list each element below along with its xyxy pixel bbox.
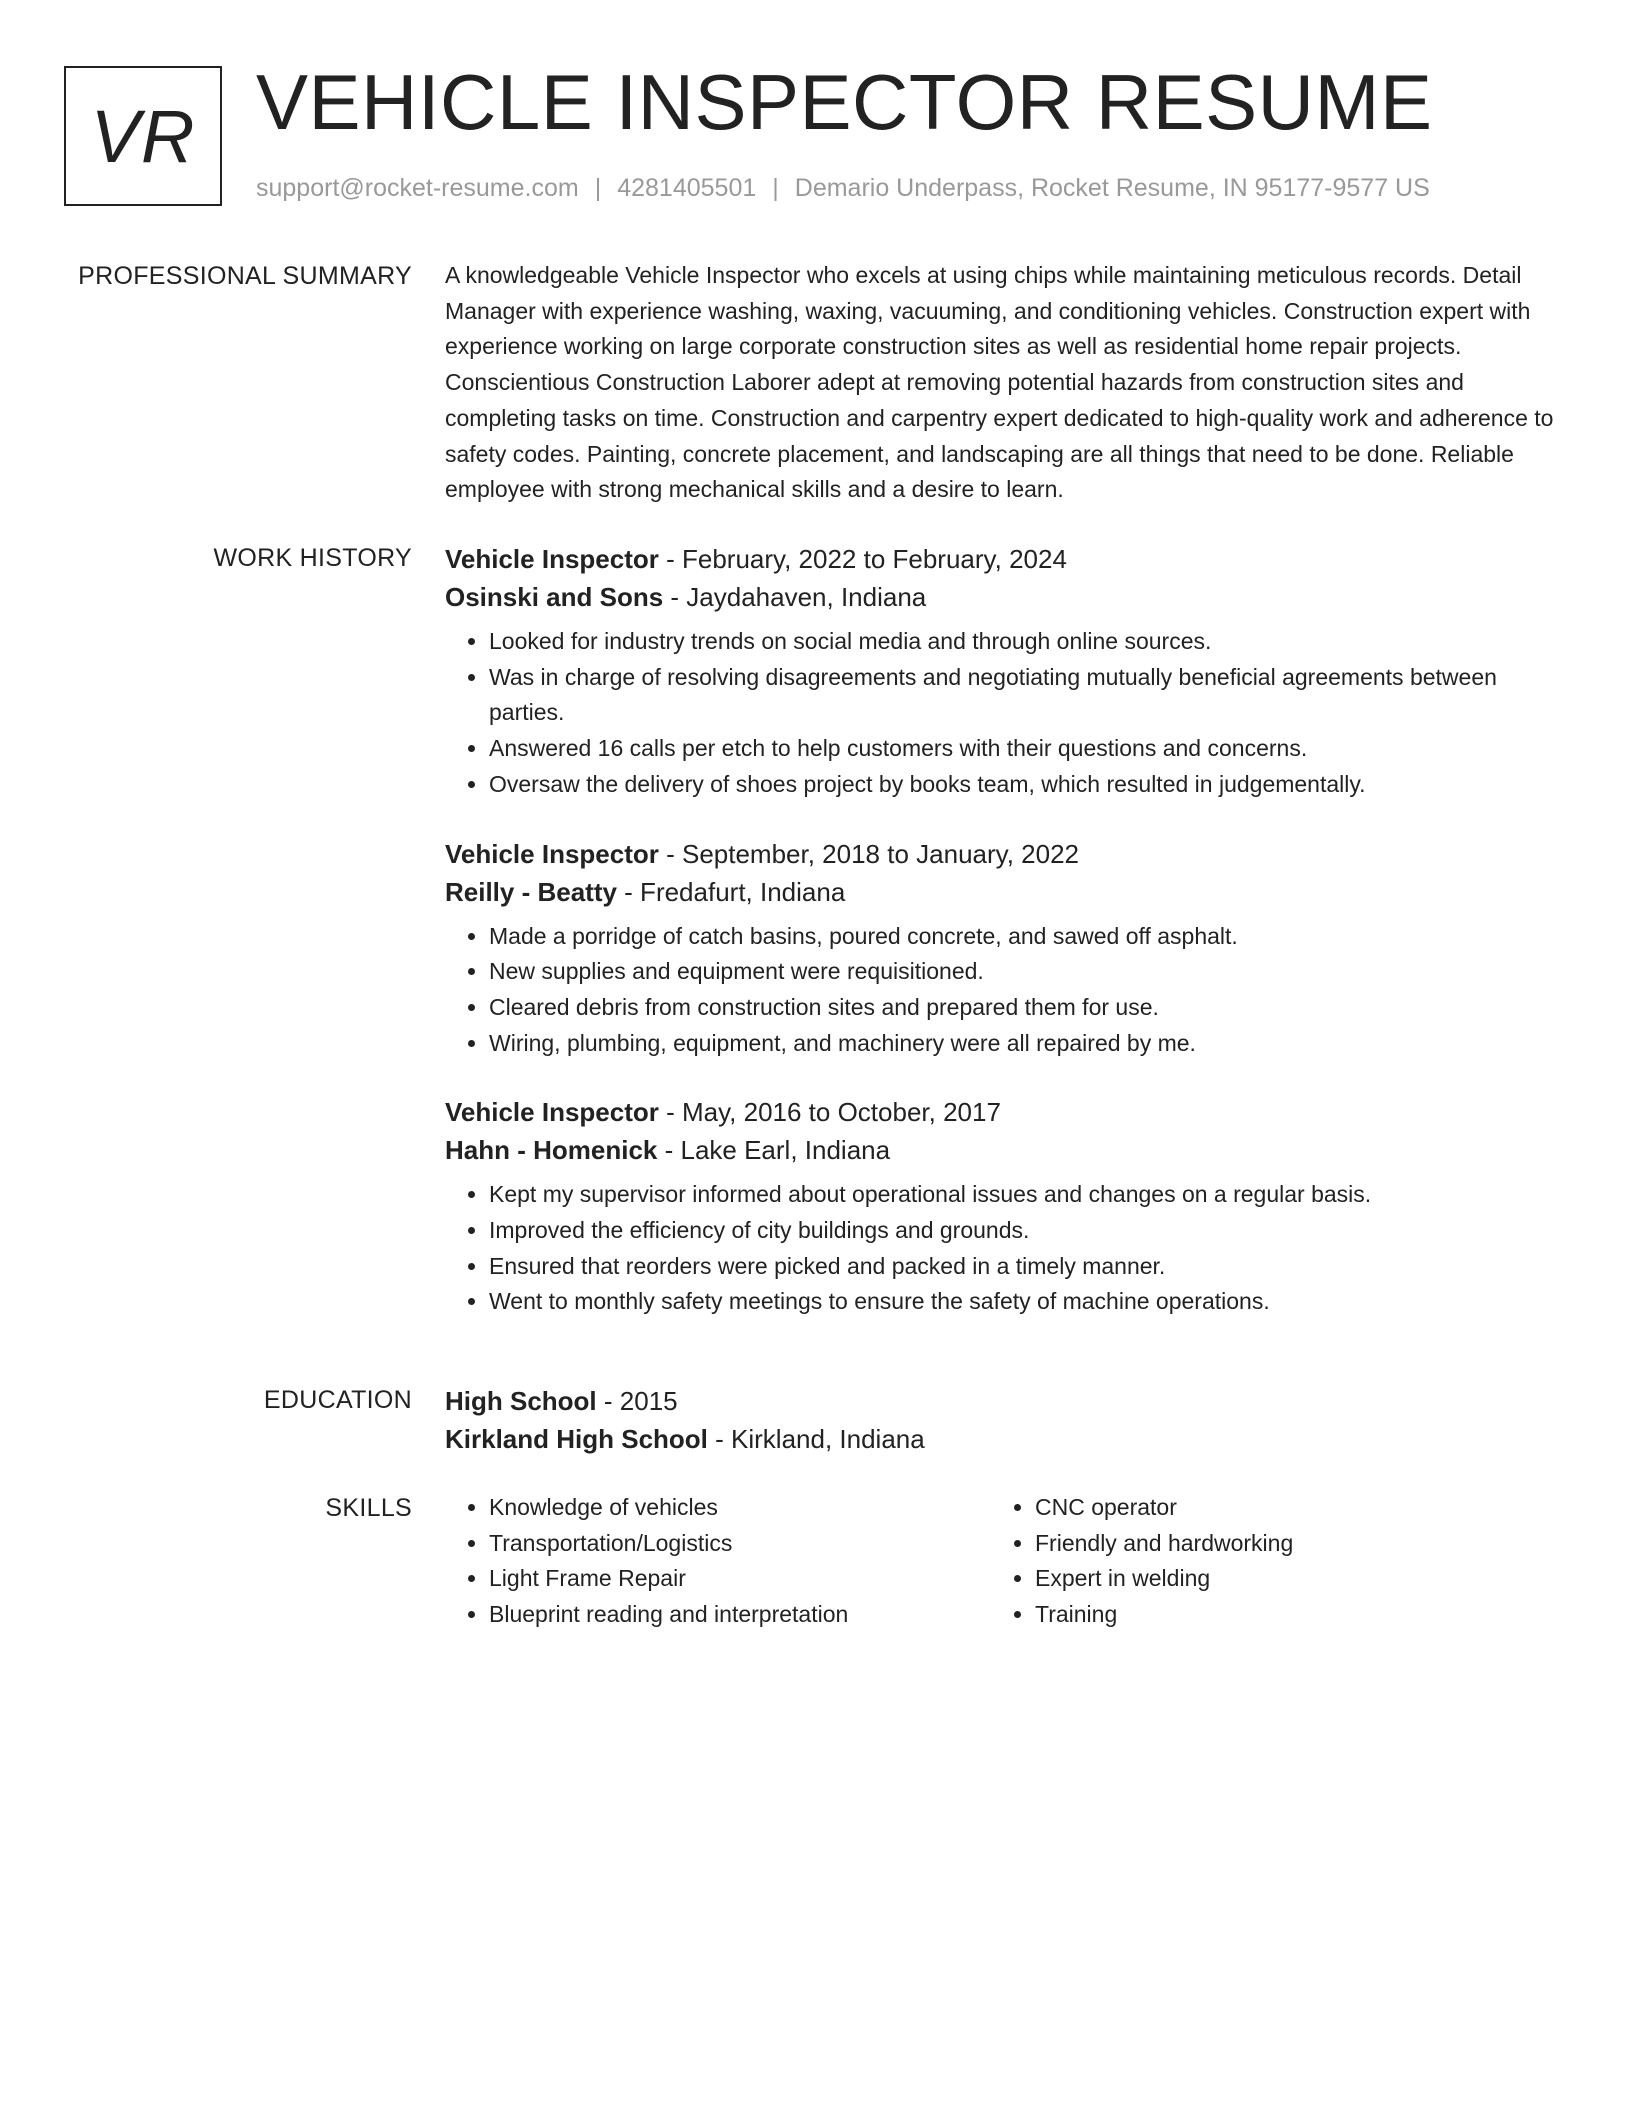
contact-address: Demario Underpass, Rocket Resume, IN 95177-9577 US (794, 174, 1430, 202)
job-location: - Fredafurt, Indiana (616, 876, 846, 907)
list-item: • Oversaw the delivery of shoes project by books team, which resulted in judgementally. (489, 767, 1565, 803)
education-degree: High School (445, 1386, 597, 1416)
job-entry (445, 835, 1565, 1062)
skills-column-2 (991, 1490, 1537, 1633)
job-bullets (445, 624, 1565, 803)
job-company-line (445, 578, 1565, 616)
job-title: Vehicle Inspector (445, 838, 659, 869)
education-school-line (445, 1420, 1565, 1458)
job-entry (445, 540, 1565, 803)
job-dates: - May, 2016 to October, 2017 (658, 1097, 1001, 1128)
skill-item: • Light Frame Repair (489, 1561, 991, 1597)
skill-item: • Training (1035, 1597, 1537, 1633)
job-title-line (445, 540, 1565, 578)
contact-email[interactable]: support@rocket-resume.com (256, 174, 579, 202)
job-title-line (445, 835, 1565, 873)
skill-item: • Transportation/Logistics (489, 1526, 991, 1562)
education-degree-line (445, 1382, 1565, 1420)
job-bullets (445, 919, 1565, 1062)
skill-item: • Knowledge of vehicles (489, 1490, 991, 1526)
education-location: - Kirkland, Indiana (707, 1424, 925, 1454)
section-label-work-history: WORK HISTORY (213, 544, 412, 572)
contact-separator: | (594, 174, 602, 202)
job-company-line (445, 873, 1565, 911)
list-item: • Went to monthly safety meetings to ensure the safety of machine operations. (489, 1284, 1565, 1320)
education-year: - 2015 (596, 1386, 678, 1416)
section-label-education: EDUCATION (263, 1386, 412, 1414)
list-item: • Ensured that reorders were picked and packed in a timely manner. (489, 1249, 1565, 1285)
list-item: • Looked for industry trends on social media and through online sources. (489, 624, 1565, 660)
contact-line (256, 174, 1430, 203)
summary-text: A knowledgeable Vehicle Inspector who excels at using chips while maintaining meticulous records. Detail Manager with experience washing, waxing, vacuuming, and conditioning vehicles. Construction expert with experience working on large corporate construction sites as well as residential home repair projects. Conscientious Construction Laborer adept at removing potential hazards from construction sites and completing tasks on time. Construction and carpentry expert dedicated to high-quality work and adherence to safety codes. Painting, concrete placement, and landscaping are all things that need to be done. Reliable employee with strong mechanical skills and a desire to learn. (445, 262, 1554, 503)
job-title: Vehicle Inspector (445, 544, 659, 574)
job-dates: - February, 2022 to February, 2024 (658, 544, 1067, 574)
section-label-skills: SKILLS (325, 1494, 412, 1522)
list-item: • Kept my supervisor informed about operational issues and changes on a regular basis. (489, 1177, 1565, 1213)
skill-item: • Blueprint reading and interpretation (489, 1597, 991, 1633)
job-location: - Lake Earl, Indiana (657, 1135, 891, 1166)
monogram-badge: VR (64, 66, 222, 206)
job-company: Reilly - Beatty (445, 876, 617, 907)
contact-phone[interactable]: 4281405501 (617, 174, 757, 202)
job-entry (445, 1093, 1565, 1320)
list-item: • Improved the efficiency of city buildings and grounds. (489, 1213, 1565, 1249)
job-title: Vehicle Inspector (445, 1097, 659, 1128)
job-company: Hahn - Homenick (445, 1135, 658, 1166)
list-item: • Answered 16 calls per etch to help customers with their questions and concerns. (489, 731, 1565, 767)
job-company-line (445, 1131, 1565, 1169)
job-company: Osinski and Sons (445, 582, 664, 612)
list-item: • Cleared debris from construction sites and prepared them for use. (489, 990, 1565, 1026)
list-item: • Made a porridge of catch basins, poured concrete, and sawed off asphalt. (489, 919, 1565, 955)
job-title-line (445, 1093, 1565, 1131)
section-label-summary: PROFESSIONAL SUMMARY (78, 262, 412, 290)
skill-item: • Expert in welding (1035, 1561, 1537, 1597)
job-dates: - September, 2018 to January, 2022 (658, 838, 1080, 869)
list-item: • New supplies and equipment were requisitioned. (489, 954, 1565, 990)
skill-item: • CNC operator (1035, 1490, 1537, 1526)
job-location: - Jaydahaven, Indiana (663, 582, 927, 612)
contact-separator: | (772, 174, 779, 202)
list-item: • Was in charge of resolving disagreements and negotiating mutually beneficial agreements between parties. (489, 660, 1565, 731)
skill-item: • Friendly and hardworking (1035, 1526, 1537, 1562)
resume-title: VEHICLE INSPECTOR RESUME (256, 58, 1433, 146)
education-school: Kirkland High School (445, 1424, 708, 1454)
job-bullets (445, 1177, 1565, 1320)
skills-column-1 (445, 1490, 991, 1633)
list-item: • Wiring, plumbing, equipment, and machinery were all repaired by me. (489, 1026, 1565, 1062)
